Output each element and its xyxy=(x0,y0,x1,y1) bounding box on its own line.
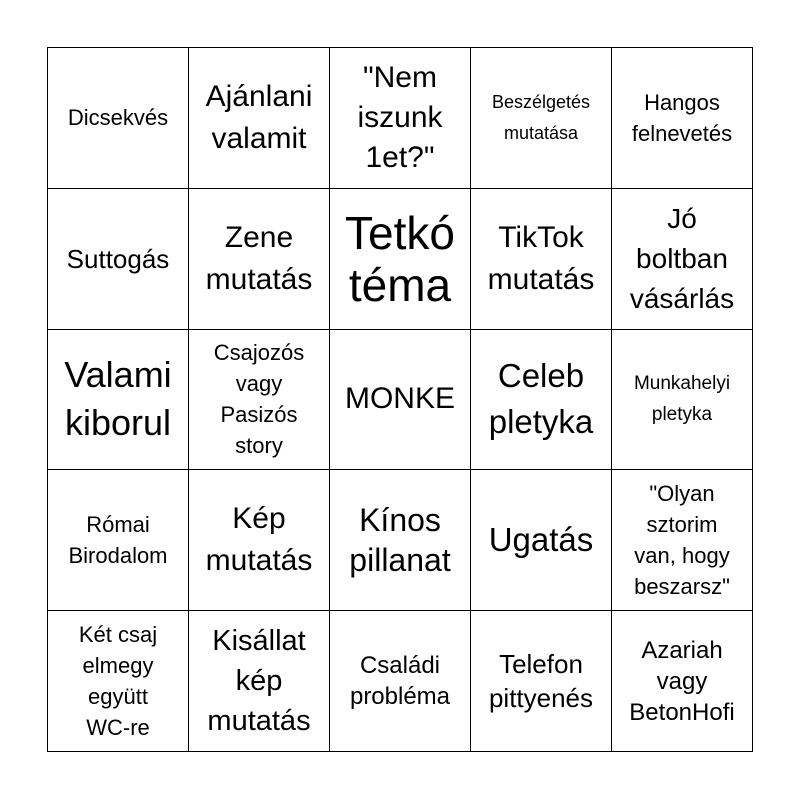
bingo-cell[interactable] xyxy=(612,330,753,471)
bingo-cell[interactable] xyxy=(330,611,471,752)
cell-label: "Nem iszunk 1et?" xyxy=(357,60,443,174)
bingo-cell[interactable] xyxy=(471,189,612,330)
cell-label: Két csaj elmegy együtt WC-re xyxy=(78,622,158,741)
bingo-cell[interactable] xyxy=(48,470,189,611)
bingo-board xyxy=(47,47,753,752)
cell-label: Azariah vagy BetonHofi xyxy=(629,636,735,726)
cell-label: TikTok mutatás xyxy=(487,220,595,296)
bingo-cell[interactable] xyxy=(471,48,612,189)
bingo-cell[interactable] xyxy=(330,48,471,189)
bingo-cell[interactable] xyxy=(612,189,753,330)
bingo-cell[interactable] xyxy=(48,330,189,471)
cell-label: Hangos felnevetés xyxy=(631,89,733,146)
cell-label: "Olyan sztorim van, hogy beszarsz" xyxy=(634,481,730,600)
cell-label: Kínos pillanat xyxy=(349,502,451,579)
bingo-cell[interactable] xyxy=(612,48,753,189)
bingo-cell[interactable] xyxy=(330,189,471,330)
bingo-cell[interactable] xyxy=(189,470,330,611)
cell-label: Kép mutatás xyxy=(205,502,313,578)
bingo-cell[interactable] xyxy=(471,330,612,471)
bingo-cell[interactable] xyxy=(612,611,753,752)
cell-label: Csajozós vagy Pasizós story xyxy=(213,340,305,459)
bingo-cell[interactable] xyxy=(189,189,330,330)
cell-label: Munkahelyi pletyka xyxy=(633,373,731,426)
cell-label: Celeb pletyka xyxy=(488,357,594,441)
bingo-cell[interactable] xyxy=(471,611,612,752)
bingo-cell[interactable] xyxy=(189,48,330,189)
bingo-cell[interactable] xyxy=(471,470,612,611)
bingo-cell[interactable] xyxy=(612,470,753,611)
bingo-cell[interactable] xyxy=(48,611,189,752)
cell-label: MONKE xyxy=(344,382,455,416)
bingo-cell[interactable] xyxy=(48,48,189,189)
bingo-cell[interactable] xyxy=(48,189,189,330)
bingo-cell[interactable] xyxy=(189,611,330,752)
cell-label: Dicsekvés xyxy=(67,105,169,131)
cell-label: Római Birodalom xyxy=(68,512,168,569)
cell-label: Tetkó téma xyxy=(345,206,455,311)
bingo-cell[interactable] xyxy=(189,330,330,471)
cell-label: Jó boltban vásárlás xyxy=(629,202,735,314)
cell-label: Családi probléma xyxy=(349,652,451,711)
cell-label: Suttogás xyxy=(66,243,170,274)
cell-label: Ajánlani valamit xyxy=(205,79,313,155)
cell-label: Kisállat kép mutatás xyxy=(207,625,311,738)
cell-label: Ugatás xyxy=(488,521,594,559)
cell-label: Zene mutatás xyxy=(205,220,313,296)
bingo-cell[interactable] xyxy=(330,470,471,611)
cell-label: Beszélgetés mutatása xyxy=(491,91,591,143)
bingo-cell[interactable] xyxy=(330,330,471,471)
cell-label: Telefon pittyenés xyxy=(488,649,594,714)
cell-label: Valami kiborul xyxy=(64,354,172,444)
